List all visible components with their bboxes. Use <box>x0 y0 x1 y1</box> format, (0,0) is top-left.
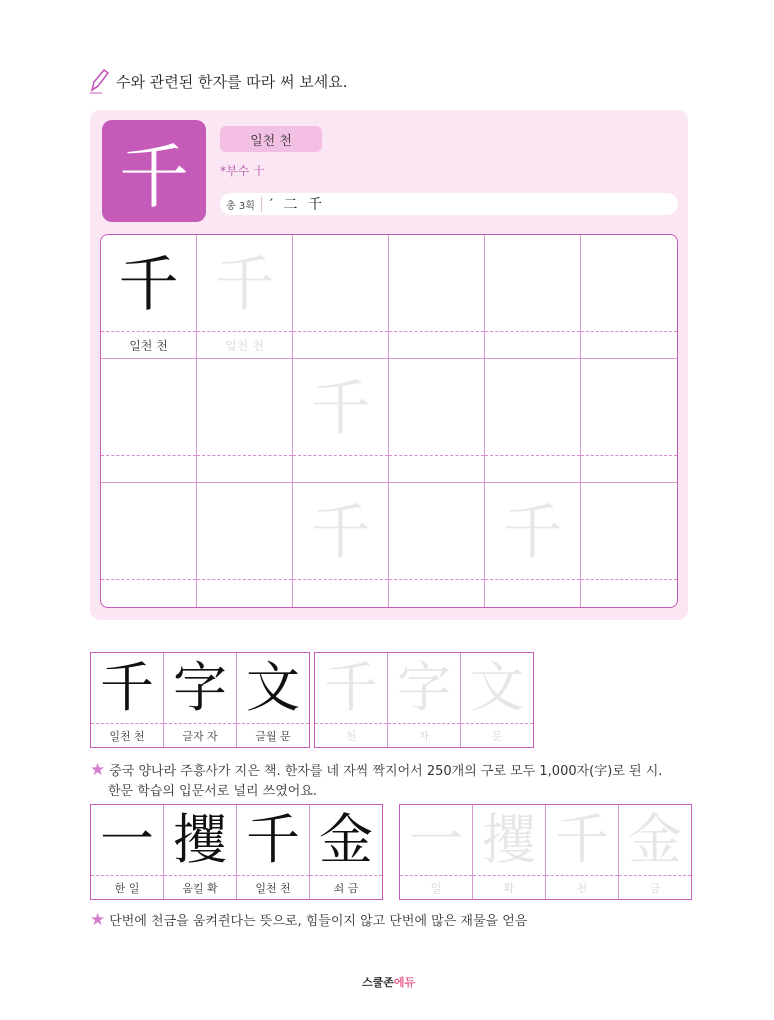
word-label: 글월 문 <box>255 730 291 743</box>
guide-line <box>197 579 292 580</box>
logo-part: 스 <box>362 976 373 989</box>
word-hanja: 文 <box>246 656 300 719</box>
guide-line <box>485 579 580 580</box>
practice-cell[interactable] <box>485 235 581 359</box>
practice-cell[interactable] <box>485 483 581 607</box>
practice-cell[interactable] <box>389 359 485 483</box>
word-hanja: 一 <box>100 808 154 871</box>
guide-line <box>293 579 388 580</box>
radical-info: *부수 十 <box>220 164 265 178</box>
guide-line <box>581 331 677 332</box>
publisher-logo <box>362 974 415 990</box>
word-hanja-trace: 金 <box>628 808 682 871</box>
practice-cell[interactable] <box>293 235 389 359</box>
practice-cell[interactable] <box>581 483 677 607</box>
practice-cell[interactable] <box>293 359 389 483</box>
word-label: 일천 천 <box>255 882 291 895</box>
practice-cell[interactable] <box>293 483 389 607</box>
word-trace-cell[interactable] <box>400 805 473 899</box>
practice-cell[interactable] <box>197 359 293 483</box>
word-note-ilhwakcheongeum <box>90 910 730 932</box>
note-line: 한문 학습의 입문서로 널리 쓰였어요. <box>108 784 318 799</box>
word-label-trace: 천 <box>576 882 588 895</box>
guide-line <box>197 455 292 456</box>
word-note-chunjamun <box>90 760 730 802</box>
hanja-meaning: 일천 천 <box>220 126 322 152</box>
word-trace-cell[interactable] <box>473 805 546 899</box>
word-hanja: 千 <box>100 656 154 719</box>
word-label-trace: 확 <box>503 882 515 895</box>
word-box-ilhwakcheongeum-trace <box>399 804 692 900</box>
instruction-text: 수와 관련된 한자를 따라 써 보세요. <box>116 72 348 91</box>
word-hanja-trace: 字 <box>397 656 451 719</box>
word-box-chunjamun-trace <box>314 652 534 748</box>
word-hanja-trace: 文 <box>470 656 524 719</box>
word-hanja: 字 <box>173 656 227 719</box>
logo-part: 쿨 <box>372 976 384 989</box>
practice-cell[interactable] <box>101 483 197 607</box>
word-hanja-trace: 千 <box>555 808 609 871</box>
word-label: 일천 천 <box>109 730 145 743</box>
guide-line <box>101 331 196 332</box>
practice-cell[interactable] <box>101 235 197 359</box>
logo-part: 존 <box>383 976 394 989</box>
trace-hanja: 千 <box>214 250 275 320</box>
guide-line <box>581 455 677 456</box>
guide-line <box>389 455 484 456</box>
word-hanja-trace: 攫 <box>482 808 536 871</box>
star-icon: ★ <box>90 910 106 930</box>
word-hanja-trace: 千 <box>324 656 378 719</box>
star-icon: ★ <box>90 760 106 780</box>
guide-line <box>293 455 388 456</box>
word-cell <box>237 805 310 899</box>
trace-hanja: 千 <box>502 498 563 568</box>
practice-cell[interactable] <box>197 235 293 359</box>
note-line: 중국 양나라 주흥사가 지은 책. 한자를 네 자씩 짝지어서 250개의 구로 모두 1,000자(字)로 된 시. <box>109 764 663 779</box>
practice-cell[interactable] <box>389 235 485 359</box>
word-label: 쇠 금 <box>333 882 359 895</box>
pencil-icon <box>88 68 110 94</box>
word-cell <box>91 805 164 899</box>
stroke-sequence: ′ 二 千 <box>269 197 325 213</box>
practice-cell[interactable] <box>581 235 677 359</box>
trace-hanja: 千 <box>310 374 371 444</box>
word-label-trace: 자 <box>418 730 430 743</box>
guide-line <box>101 579 196 580</box>
word-box-chunjamun <box>90 652 310 748</box>
word-cell <box>91 653 164 747</box>
guide-line <box>101 455 196 456</box>
trace-hanja: 千 <box>310 498 371 568</box>
practice-cell[interactable] <box>101 359 197 483</box>
guide-line <box>581 579 677 580</box>
practice-cell[interactable] <box>389 483 485 607</box>
instruction <box>88 68 347 94</box>
note-line: 단번에 천금을 움켜쥔다는 뜻으로, 힘들이지 않고 단번에 많은 재물을 얻음 <box>109 914 528 929</box>
main-hanja: 千 <box>102 120 206 222</box>
word-label-trace: 금 <box>649 882 661 895</box>
guide-line <box>485 455 580 456</box>
practice-cell[interactable] <box>581 359 677 483</box>
word-cell <box>237 653 309 747</box>
logo-part: 에듀 <box>393 976 416 989</box>
word-label-trace: 문 <box>491 730 503 743</box>
guide-line <box>293 331 388 332</box>
guide-line <box>197 331 292 332</box>
guide-line <box>485 331 580 332</box>
stroke-order-bar <box>220 193 678 215</box>
practice-cell[interactable] <box>197 483 293 607</box>
word-label: 글자 자 <box>182 730 218 743</box>
word-label-trace: 천 <box>345 730 357 743</box>
practice-cell[interactable] <box>485 359 581 483</box>
word-label: 한 일 <box>114 882 140 895</box>
guide-line <box>389 579 484 580</box>
word-label: 움킬 확 <box>182 882 218 895</box>
word-trace-cell[interactable] <box>388 653 461 747</box>
model-hanja: 千 <box>118 250 179 320</box>
word-trace-cell[interactable] <box>546 805 619 899</box>
word-trace-cell[interactable] <box>461 653 533 747</box>
word-label-trace: 일 <box>430 882 442 895</box>
word-trace-cell[interactable] <box>315 653 388 747</box>
practice-grid <box>100 234 678 608</box>
word-cell <box>164 653 237 747</box>
word-hanja: 金 <box>319 808 373 871</box>
word-trace-cell[interactable] <box>619 805 691 899</box>
word-cell <box>310 805 382 899</box>
cell-label: 일천 천 <box>129 339 168 353</box>
word-cell <box>164 805 237 899</box>
word-hanja: 攫 <box>173 808 227 871</box>
word-hanja-trace: 一 <box>409 808 463 871</box>
word-hanja: 千 <box>246 808 300 871</box>
stroke-count: 총 3획 <box>226 197 262 212</box>
guide-line <box>389 331 484 332</box>
cell-label: 일천 천 <box>225 339 264 353</box>
word-box-ilhwakcheongeum <box>90 804 383 900</box>
